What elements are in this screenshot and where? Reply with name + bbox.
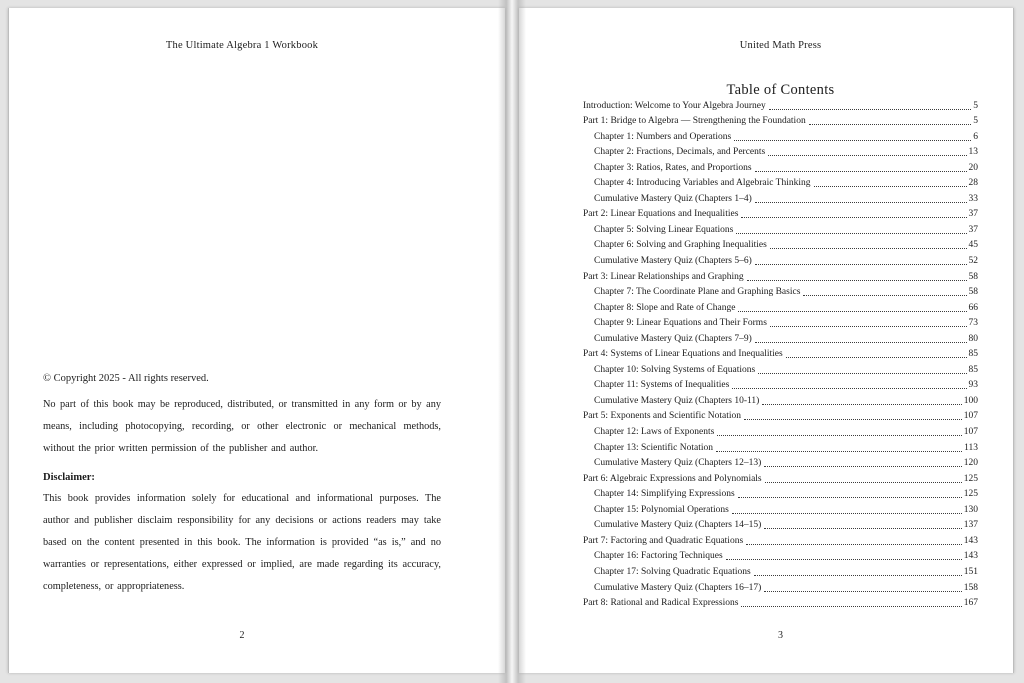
toc-entry: [583, 595, 978, 611]
toc-entry-page: 113: [964, 442, 978, 453]
toc-entry: [583, 548, 978, 564]
toc-leader-dots: [732, 388, 966, 389]
toc-entry: [583, 284, 978, 300]
toc-leader-dots: [770, 248, 967, 249]
toc-entry: [583, 206, 978, 222]
toc-entry: [583, 377, 978, 393]
disclaimer-text: This book provides information solely for educational and informational purposes. The author and publisher disclaim responsibility for any decisions or actions readers may take based on the content presented in this book. The information is provided “as is,” and no warranties or representations, either expressed or implied, are made regarding its accuracy, completeness, or appropriateness.: [43, 493, 441, 592]
toc-entry-label: Cumulative Mastery Quiz (Chapters 14–15): [594, 520, 762, 531]
toc-list: [583, 97, 978, 610]
toc-entry-label: Chapter 13: Scientific Notation: [594, 442, 713, 453]
toc-entry: [583, 144, 978, 160]
toc-entry-page: 143: [963, 551, 978, 562]
toc-leader-dots: [716, 451, 962, 452]
toc-leader-dots: [769, 109, 972, 110]
toc-entry: [583, 268, 978, 284]
toc-leader-dots: [814, 186, 967, 187]
toc-entry-page: 85: [968, 364, 978, 375]
toc-entry-page: 158: [963, 582, 978, 593]
toc-leader-dots: [764, 528, 961, 529]
toc-entry-label: Part 7: Factoring and Quadratic Equations: [583, 535, 744, 546]
toc-entry-page: 5: [973, 100, 978, 111]
toc-entry: [583, 423, 978, 439]
toc-entry: [583, 128, 978, 144]
toc-entry-label: Chapter 12: Laws of Exponents: [594, 427, 715, 438]
toc-leader-dots: [809, 124, 972, 125]
toc-leader-dots: [717, 435, 961, 436]
toc-entry-page: 151: [963, 566, 978, 577]
toc-leader-dots: [746, 544, 962, 545]
toc-entry-label: Chapter 5: Solving Linear Equations: [594, 224, 734, 235]
toc-entry-label: Chapter 17: Solving Quadratic Equations: [594, 566, 751, 577]
right-page-number: 3: [778, 630, 783, 641]
toc-leader-dots: [755, 202, 967, 203]
right-page: [519, 8, 1014, 673]
toc-entry-page: 120: [963, 458, 978, 469]
toc-entry-label: Chapter 9: Linear Equations and Their Forms: [594, 318, 767, 329]
toc-leader-dots: [770, 326, 967, 327]
toc-entry-label: Chapter 6: Solving and Graphing Inequalities: [594, 240, 767, 251]
right-page-header: United Math Press: [739, 40, 822, 51]
toc-entry-page: 125: [963, 489, 978, 500]
toc-entry-page: 100: [963, 395, 978, 406]
toc-entry-label: Cumulative Mastery Quiz (Chapters 1–4): [594, 193, 752, 204]
toc-entry: [583, 501, 978, 517]
toc-entry-label: Cumulative Mastery Quiz (Chapters 7–9): [594, 333, 752, 344]
toc-leader-dots: [764, 591, 961, 592]
toc-leader-dots: [747, 280, 967, 281]
toc-entry-page: 45: [968, 240, 978, 251]
toc-entry-page: 66: [968, 302, 978, 313]
toc-entry: [583, 439, 978, 455]
toc-entry: [583, 455, 978, 471]
toc-entry-label: Part 6: Algebraic Expressions and Polynomials: [583, 473, 762, 484]
toc-entry-page: 73: [968, 318, 978, 329]
toc-entry: [583, 159, 978, 175]
left-page: [8, 8, 505, 673]
toc-entry-label: Chapter 8: Slope and Rate of Change: [594, 302, 736, 313]
toc-leader-dots: [736, 233, 966, 234]
toc-entry-label: Chapter 14: Simplifying Expressions: [594, 489, 735, 500]
toc-entry: [583, 175, 978, 191]
toc-entry-page: 137: [963, 520, 978, 531]
toc-entry-page: 13: [968, 147, 978, 158]
toc-entry: [583, 330, 978, 346]
toc-entry-label: Part 5: Exponents and Scientific Notation: [583, 411, 742, 422]
toc-entry-page: 58: [968, 287, 978, 298]
toc-entry: [583, 517, 978, 533]
toc-entry-page: 85: [968, 349, 978, 360]
toc-entry-page: 107: [963, 411, 978, 422]
toc-leader-dots: [758, 373, 966, 374]
toc-entry-label: Cumulative Mastery Quiz (Chapters 5–6): [594, 256, 752, 267]
toc-entry: [583, 470, 978, 486]
toc-entry-label: Cumulative Mastery Quiz (Chapters 12–13): [594, 458, 762, 469]
toc-entry-label: Cumulative Mastery Quiz (Chapters 10-11): [594, 395, 760, 406]
toc-entry-label: Chapter 16: Factoring Techniques: [594, 551, 723, 562]
toc-entry: [583, 563, 978, 579]
toc-entry-page: 28: [968, 178, 978, 189]
toc-leader-dots: [741, 217, 966, 218]
toc-entry: [583, 221, 978, 237]
toc-entry-page: 5: [973, 116, 978, 127]
toc-entry: [583, 408, 978, 424]
toc-leader-dots: [803, 295, 966, 296]
toc-entry: [583, 315, 978, 331]
toc-entry: [583, 579, 978, 595]
toc-entry: [583, 190, 978, 206]
toc-entry: [583, 97, 978, 113]
toc-leader-dots: [755, 342, 967, 343]
left-page-header: The Ultimate Algebra 1 Workbook: [165, 40, 319, 51]
toc-leader-dots: [744, 419, 962, 420]
toc-entry-page: 6: [973, 131, 978, 142]
toc-leader-dots: [741, 606, 961, 607]
toc-entry-page: 167: [963, 598, 978, 609]
toc-entry-label: Chapter 11: Systems of Inequalities: [594, 380, 730, 391]
toc-entry-page: 125: [963, 473, 978, 484]
toc-entry-page: 37: [968, 224, 978, 235]
toc-leader-dots: [754, 575, 962, 576]
toc-title: Table of Contents: [726, 82, 835, 98]
toc-entry: [583, 392, 978, 408]
toc-entry: [583, 299, 978, 315]
toc-leader-dots: [734, 140, 971, 141]
toc-leader-dots: [786, 357, 967, 358]
toc-entry-page: 80: [968, 333, 978, 344]
left-page-number: 2: [239, 630, 245, 641]
toc-leader-dots: [738, 497, 962, 498]
toc-leader-dots: [764, 466, 961, 467]
toc-entry-page: 58: [968, 271, 978, 282]
toc-entry-label: Part 3: Linear Relationships and Graphing: [583, 271, 744, 282]
toc-entry-page: 37: [968, 209, 978, 220]
toc-entry-page: 20: [968, 162, 978, 173]
toc-entry-label: Cumulative Mastery Quiz (Chapters 16–17): [594, 582, 762, 593]
toc-leader-dots: [726, 559, 962, 560]
toc-entry: [583, 361, 978, 377]
reproduction-notice: No part of this book may be reproduced, distributed, or transmitted in any form or by any means, including photocopying, recording, or other electronic or mechanical methods, without the prior written permission of the publisher and author.: [43, 399, 441, 454]
toc-leader-dots: [768, 155, 966, 156]
toc-entry-label: Chapter 15: Polynomial Operations: [594, 504, 729, 515]
toc-entry-label: Chapter 7: The Coordinate Plane and Graphing Basics: [594, 287, 801, 298]
toc-leader-dots: [738, 311, 966, 312]
toc-entry: [583, 532, 978, 548]
toc-entry-page: 52: [968, 256, 978, 267]
toc-entry-label: Introduction: Welcome to Your Algebra Journey: [583, 100, 766, 111]
toc-leader-dots: [755, 264, 967, 265]
toc-entry-label: Chapter 3: Ratios, Rates, and Proportions: [594, 162, 752, 173]
toc-entry-label: Part 2: Linear Equations and Inequalities: [583, 209, 739, 220]
toc-leader-dots: [762, 404, 961, 405]
toc-leader-dots: [765, 482, 962, 483]
toc-leader-dots: [732, 513, 962, 514]
toc-entry-page: 130: [963, 504, 978, 515]
toc-entry: [583, 252, 978, 268]
toc-leader-dots: [755, 171, 967, 172]
copyright-line: © Copyright 2025 - All rights reserved.: [43, 373, 209, 384]
toc-entry-label: Chapter 10: Solving Systems of Equations: [594, 364, 756, 375]
toc-entry-label: Chapter 1: Numbers and Operations: [594, 131, 732, 142]
toc-entry: [583, 113, 978, 129]
toc-entry-label: Part 1: Bridge to Algebra — Strengthening the Foundation: [583, 116, 806, 127]
toc-entry-page: 143: [963, 535, 978, 546]
toc-entry-label: Chapter 2: Fractions, Decimals, and Percents: [594, 147, 766, 158]
toc-entry-label: Part 4: Systems of Linear Equations and Inequalities: [583, 349, 783, 360]
toc-entry-label: Part 8: Rational and Radical Expressions: [583, 598, 739, 609]
toc-entry-page: 33: [968, 193, 978, 204]
toc-entry-page: 107: [963, 427, 978, 438]
toc-entry: [583, 486, 978, 502]
toc-entry: [583, 237, 978, 253]
toc-entry-label: Chapter 4: Introducing Variables and Algebraic Thinking: [594, 178, 811, 189]
toc-entry: [583, 346, 978, 362]
toc-entry-page: 93: [968, 380, 978, 391]
disclaimer-heading: Disclaimer:: [43, 472, 95, 483]
